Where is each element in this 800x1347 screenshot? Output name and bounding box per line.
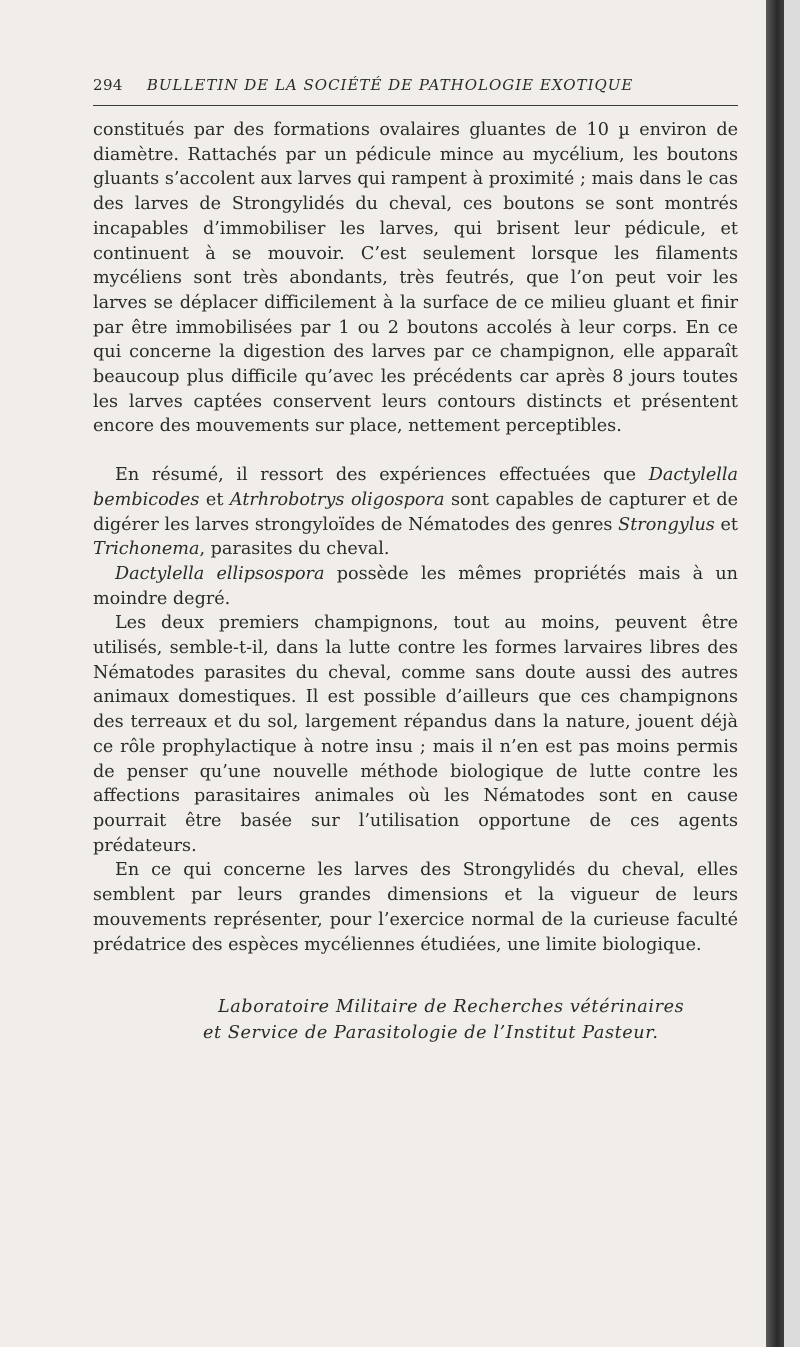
species-dactylella-bembicodes: Dactylella bembicodes <box>93 465 738 510</box>
p2-text-5: , parasites du cheval. <box>199 539 390 560</box>
scan-binding-shadow <box>766 0 784 1347</box>
p2-text-2: et <box>199 489 230 510</box>
signature-line-2: et Service de Parasitologie de l’Institut Pasteur. <box>203 1023 659 1043</box>
p2-text-3: sont capables de capturer et de digérer les larves strongyloïdes de Nématodes des genres <box>93 489 739 535</box>
signature-block <box>93 994 738 1046</box>
genus-strongylus: Strongylus <box>618 514 715 535</box>
signature-line-1: Laboratoire Militaire de Recherches vétérinaires <box>218 997 685 1017</box>
p3-text-1: possède les mêmes propriétés mais à un moindre degré. <box>93 563 739 609</box>
journal-title: BULLETIN DE LA SOCIÉTÉ DE PATHOLOGIE EXOTIQUE <box>146 76 634 94</box>
species-dactylella-ellipsospora: Dactylella ellipsospora <box>115 563 325 584</box>
paragraph-5: En ce qui concerne les larves des Strongylidés du cheval, elles semblent par leurs grandes dimensions et la vigueur de leurs mouvements représenter, pour l’exercice normal de la curieuse faculté prédatrice des espèces mycéliennes étudiées, une limite biologique. <box>93 860 738 955</box>
paragraph-1: constitués par des formations ovalaires gluantes de 10 µ environ de diamètre. Rattachés par un pédicule mince au mycélium, les boutons gluants s’accolent aux larves qui rampent à proximité ; mais dans le cas des larves de Strongylidés du cheval, ces boutons se sont montrés incapables d’immobiliser les larves, qui brisent leur pédicule, et continuent à se mouvoir. C’est seulement lorsque les filaments mycéliens sont très abondants, très feutrés, que l’on peut voir les larves se déplacer difficilement à la surface de ce milieu gluant et finir par être immobilisées par 1 ou 2 boutons accolés à leur corps. En ce qui concerne la digestion des larves par ce champignon, elle apparaît beaucoup plus difficile qu’avec les précédents car après 8 jours toutes les larves captées conservent leurs contours distincts et présentent encore des mouvements sur place, nettement perceptibles. <box>93 120 738 437</box>
paragraph-3 <box>93 562 738 611</box>
running-header <box>93 76 738 94</box>
p2-text-4: et <box>714 514 738 535</box>
paragraph-4: Les deux premiers champignons, tout au moins, peuvent être utilisés, semble-t-il, dans la lutte contre les formes larvaires libres des Nématodes parasites du cheval, comme sans doute aussi des autres animaux domestiques. Il est possible d’ailleurs que ces champignons des terreaux et du sol, largement répandus dans la nature, jouent déjà ce rôle prophylactique à notre insu ; mais il n’en est pas moins permis de penser qu’une nouvelle méthode biologique de lutte contre les affections parasitaires animales où les Nématodes sont en cause pourrait être basée sur l’utilisation opportune de ces agents prédateurs. <box>93 613 738 856</box>
scan-margin <box>784 0 800 1347</box>
article-body <box>93 118 738 957</box>
paragraph-2 <box>93 463 738 562</box>
page-number: 294 <box>93 76 123 94</box>
genus-trichonema: Trichonema <box>93 539 200 560</box>
header-rule <box>93 105 738 106</box>
species-atrhrobotrys-oligospora: Atrhrobotrys oligospora <box>229 489 445 510</box>
p2-text-1: En résumé, il ressort des expériences effectuées que <box>115 465 649 486</box>
